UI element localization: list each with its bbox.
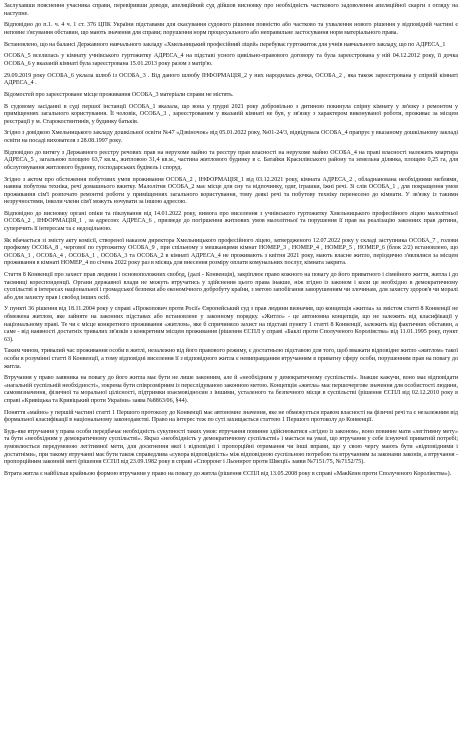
paragraph: Втрата житла є найбільш крайньою формою втручання у право на повагу до житла (рішення ЄСПЛ від 13.05.2008 року в справі «МакКенн проти Сполученого Королівства»).	[4, 470, 452, 477]
paragraph: В судовому засіданні в суді першої інстанції ОСОБА_1 вказала, що вона у грудні 2021 року добровільно з дитиною покинула спірну кімнату у зв'язку з ремонтом у приміщеннях загального користування. Її чоловік, ОСОБА_3 , зареєстрованим у вказаній кімнаті не був, у зв'язку з характером виконуваної роботи, проживає за місцем реєстрації у м. Старокостянтинів, у будинку батьків.	[4, 103, 458, 125]
paragraph: Встановлено, що на балансі Державного навчального закладу «Хмельницький професійний ліцей» перебуває гуртожиток для учнів навчального закладу, що по АДРЕСА_1	[4, 41, 446, 48]
paragraph: У пункті 36 рішення від 18.11.2004 року у справі «Прокопович проти Росії» Європейський суд з прав людини визначив, що концепція «житла» за змістом статті 8 Конвенції не обмежена житлом, яке зайняте на законних підставах або встановлене у законному порядку. «Житло» - це автономна концепція, що не залежить від класифікації у національному праві. Те чи є місце конкретного проживання «житлом», яке б спричиняло захист на підставі пункту 1 статті 8 Конвенції, залежить від фактичних обставин, а саме - від наявності достатніх тривалих зв'язків з конкретним місцем проживання (рішення ЄСПЛ у справі «Баклі проти Сполученого Королівства» від 11.01.1995 року, пункт 63).	[4, 306, 458, 343]
paragraph: Відповідно до витягу з Державного реєстру речових прав на нерухоме майно та реєстру прав власності на нерухоме майно ОСОБА_4 на праві власності належить квартира АДРЕСА_5 , загальною площею 63,7 кв.м., житловою 31,4 кв.м., частина житлового будинку в с. Батайки Красилівського району та земельна ділянка, площею 0,25 га, для обслуговування житлового будинку, господарських будівель і споруд.	[4, 149, 458, 171]
paragraph: Відповідно до п.1. ч. 4 ч. 1 ст. 376 ЦПК України підставами для скасування судового рішення повністю або частково та ухвалення нового рішення у відповідній частині є неповне з'ясування обставин, що мають значення для справи; порушення норм процесуального або неправильне застосування норм матеріального права.	[4, 22, 458, 36]
paragraph: Як вбачається зі змісту акту комісії, створеної наказом директора Хмельницького професійного ліцею, затвердженого 12.07.2022 року у складі заступника ОСОБА_7 , голови профкому ОСОБА_8 , чергової по гуртожитку ОСОБА_9 , при спільному з мешканцями кімнат НОМЕР_3 , НОМЕР_4 , НОМЕР_5 , НОМЕР_6 (блок 2/2) встановлено, що ОСОБА_1 , ОСОБА_4 , ОСОБА_1 , ОСОБА_3 та ОСОБА_2 в кімнаті АДРЕСА_4 не проживають з квітня 2021 року, мають власне житло, періодично з'являлися за місцем проживання в кімнаті НОМЕР_4 по січень 2022 року раз в місяць для внесення розміру оплати комунальних послуг, кімната закрита.	[4, 237, 458, 267]
paragraph: Будь-яке втручання у права особи передбачає необхідність сукупності таких умов: втручання повинне здійснюватися «згідно із законом», воно повинне мати «легітимну мету» та бути «необхідним у демократичному суспільстві». Якраз «необхідність у демократичному суспільстві» і мається на увазі, що втручання у себе існуючої приватній потребі; зумовлюється передумовою легітимної мети, для досягнення якої і відповідні і пропорційні отримання чи інші вправи, що у свою чергу мають бути «відповідними і достатніми», при такому втручанні має бути також справедлива «сувора відповідність» між відповідною суспільною потребою та втручанням за законами законів, а втручання - пропорційним законній меті (рішення ЄСПЛ від 23.09.1982 року в справі «Спорронг і Льоннрот проти Швеції» заяви №7151/75, №7152/75).	[4, 428, 458, 466]
paragraph: Згідно з актом про обстеження побутових умов проживання ОСОБА_2 , ІНФОРМАЦІЯ_1 від 03.12.2021 року, кімната АДРЕСА_2 , обладнанована необхідними меблями, наявна побутова техніка, речі домашнього вжитку. Малолітня ОСОБА_2 має місце для сну та відпочинку, одяг, іграшки, їжні речі. Зі слів ОСОБА_1 , для покращення умов проживання сім'ї розпочато ремонтні роботи у приміщеннях загального користування, тому деякі речі та побутову техніку перенесено до кімнати. У зв'язку із такими незручностями, інколи члени сім'ї можуть ночувати за іншою адресою.	[4, 176, 458, 206]
paragraph: Згідно з довідкою Хмельницького закладу дошкільної освіти №47 «Дзвіночок» від 05.01.2022 року, №01-24/3, відвідувала ОСОБА_4 прапрує у вказаному дошкільному закладі освіти на посаді вихователя з 28.08.1997 року.	[4, 130, 458, 144]
paragraph: Відповідно до висновку органі опіки та піклування від 14.01.2022 року, вимога про виселення з учнівського гуртожитку Хмельницького професійного ліцею малолітньої ОСОБА_2 , ІНФОРМАЦІЯ_1 , за адресою: АДРЕСА_6 , призведе до погіршення житлових умов малолітньої та порушення її прав на реалізацію законних прав дитини, суперечить її інтересам та є недоцільною.	[4, 210, 458, 232]
paragraph: Таким чином, тривалий час проживання особи в житлі, незалежно від його правового режиму, є достатньою підставою для того, щоб вважати відповідне житло «житлом» такої особи в розумінні статті 8 Конвенції, а тому відповідні виселення її з відповідного житла є невиправданим втручанням в приватну сферу особи, порушенням прав на повагу до житла.	[4, 348, 458, 370]
paragraph: Відомостей про зареєстроване місце проживання ОСОБА_3 матеріали справи не містять.	[4, 91, 234, 98]
paragraph: Втручання у право заявника на повагу до його житла має бути не лише законним, але й «необхідним у демократичному суспільстві». Інакше кажучи, воно має відповідати «нагальній суспільній необхідності», зокрема бути співрозмірним із переслідуваною законною метою. Концепція «житла» має першочергове значення для особистості людини, самовизначення, фізичної та моральної цілісності, підтримки взаємовідносин з іншими, усталеного та безпечного місця в суспільстві (рішення ЄСПЛ від 02.12.2010 року в справі «Кривіцька та Кривіцький проти України» заява №8863/06, §44).	[4, 375, 458, 404]
paragraph: ОСОБА_5 вселилась у кімнату учнівського гуртожитку АДРЕСА_4 на підставі усного цивільно-правового договору та була зареєстрована у ній 04.12.2012 року, її дочка ОСОБА_6 у вказаній кімнаті була зареєстрована 15.01.2013 року разом з матір'ю.	[4, 53, 458, 67]
paragraph: Заслухавши пояснення учасника справи, перевіривши доводи, апеляційний суд дійшов висновку про необхідність часткового задоволення апеляційної скарги з огляду на наступне.	[4, 3, 458, 17]
paragraph: Стаття 8 Конвенції про захист прав людини і основоположних свобод, (далі - Конвенція), закріплює право кожного на повагу до його приватного і сімейного життя, житла і до таємниці кореспонденції. Органи державної влади не можуть втручатись у здійснення цього права інакше, ніж згідно із законом і коли це необхідно в демократичному суспільстві в інтересах національної і громадської безпеки або економічного добробуту країни, з метою запобігання заворушенням чи злочинам, для захисту здоров'я чи моралі або для захисту прав і свобод інших осіб.	[4, 272, 458, 301]
paragraph: 29.09.2019 року ОСОБА_6 уклала шлюб із ОСОБА_3 . Від даного шлюбу ІНФОРМАЦІЯ_2 у них народилась дочка, ОСОБА_2 , яка також зареєстрована у спірній кімнаті АДРЕСА_4 .	[4, 72, 458, 87]
paragraph: Поняття «майно» у першій частині статті 1 Першого протоколу до Конвенції має автономне значення, яке не обмежується правом власності на фізичні речі та є незалежним від формальної класифікації в національному законодавстві. Право на інтерес теж по суті захищається статтею 1 Першого протоколу до Конвенції.	[4, 409, 458, 424]
